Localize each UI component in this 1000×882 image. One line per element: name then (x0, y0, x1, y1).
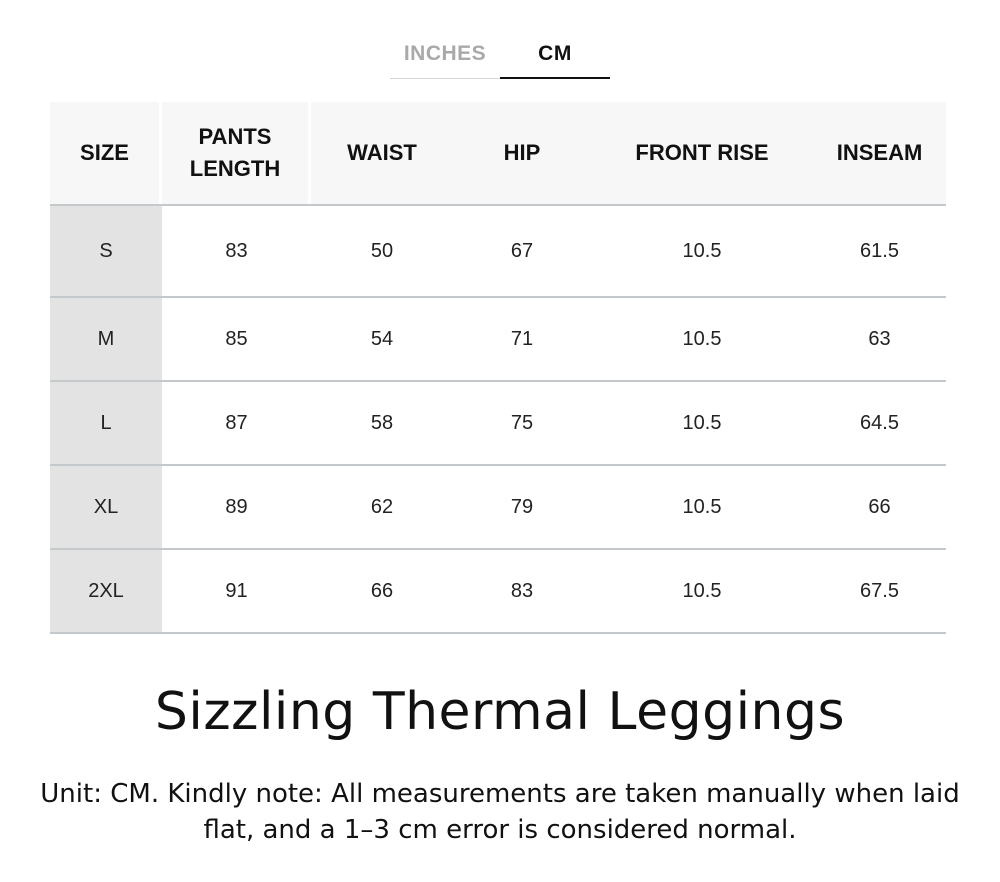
tab-cm[interactable]: CM (500, 30, 610, 79)
header-pants-length (162, 102, 311, 204)
cell-size: L (50, 382, 162, 464)
header-pants-length-line2: LENGTH (189, 156, 281, 181)
cell-inseam: 64.5 (860, 411, 899, 434)
cell-size: M (50, 298, 162, 380)
cell-hip: 83 (510, 579, 534, 602)
cell-pants-length: 87 (225, 411, 248, 434)
cell-hip: 79 (510, 495, 534, 518)
header-waist: WAIST (311, 102, 453, 204)
cell-size: S (50, 206, 162, 296)
cell-size: XL (50, 466, 162, 548)
table-row (50, 380, 946, 464)
measurement-note-line1: Unit: CM. Kindly note: All measurements are taken manually when laid (40, 779, 960, 809)
table-header-row (50, 102, 946, 204)
table-bottom-divider (50, 632, 946, 634)
cell-waist: 66 (370, 579, 394, 602)
size-chart-table (50, 102, 946, 634)
header-size: SIZE (50, 102, 162, 204)
cell-inseam: 63 (868, 327, 891, 350)
cell-pants-length: 83 (225, 239, 248, 262)
cell-inseam: 61.5 (860, 239, 899, 262)
cell-front-rise: 10.5 (682, 495, 722, 518)
header-inseam: INSEAM (813, 102, 946, 204)
cell-front-rise: 10.5 (682, 239, 722, 262)
tab-inches[interactable]: INCHES (403, 42, 487, 65)
cell-waist: 50 (370, 239, 394, 262)
cell-waist: 54 (370, 327, 394, 350)
cell-hip: 71 (510, 327, 534, 350)
cell-pants-length: 89 (225, 495, 248, 518)
unit-tabs (390, 30, 610, 79)
cell-hip: 67 (510, 239, 534, 262)
table-row (50, 548, 946, 632)
cell-hip: 75 (510, 411, 534, 434)
cell-pants-length: 85 (225, 327, 248, 350)
cell-pants-length: 91 (225, 579, 248, 602)
cell-waist: 58 (370, 411, 394, 434)
table-row (50, 296, 946, 380)
header-front-rise: FRONT RISE (591, 102, 813, 204)
header-pants-length-line1: PANTS (198, 124, 272, 149)
cell-front-rise: 10.5 (682, 327, 722, 350)
product-title: Sizzling Thermal Leggings (154, 682, 846, 742)
cell-front-rise: 10.5 (682, 579, 722, 602)
cell-front-rise: 10.5 (682, 411, 722, 434)
cell-inseam: 66 (868, 495, 891, 518)
cell-waist: 62 (370, 495, 394, 518)
cell-inseam: 67.5 (860, 579, 899, 602)
table-row (50, 204, 946, 296)
header-hip: HIP (453, 102, 591, 204)
table-row (50, 464, 946, 548)
measurement-note (30, 776, 970, 848)
cell-size: 2XL (50, 550, 162, 632)
measurement-note-line2: flat, and a 1–3 cm error is considered normal. (203, 815, 797, 845)
